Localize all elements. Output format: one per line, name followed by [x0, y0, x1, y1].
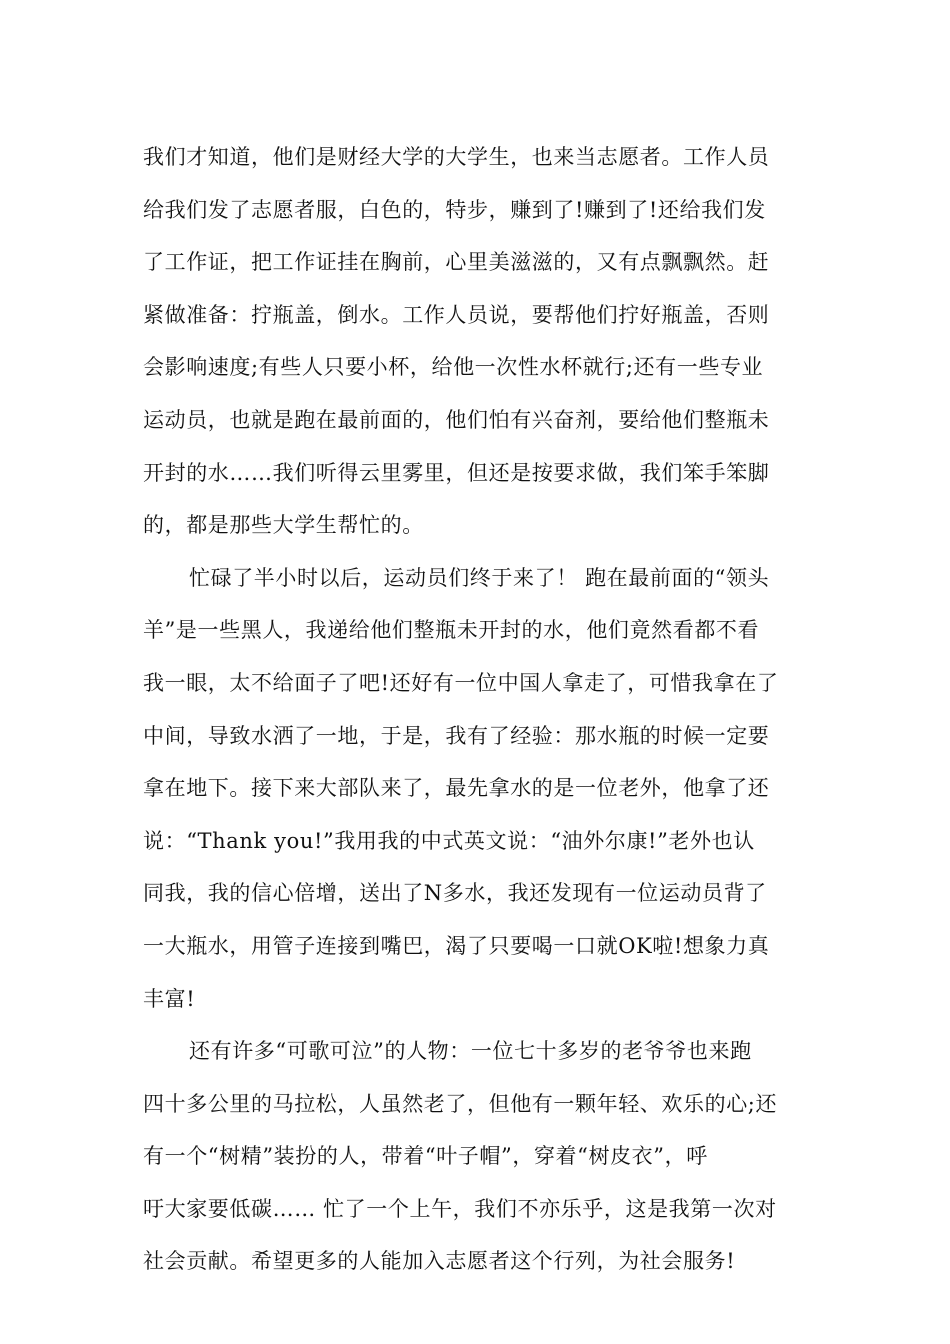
paragraph-1-line-2: 给我们发了志愿者服，白色的，特步，赚到了!赚到了!还给我们发 — [143, 197, 766, 222]
paragraph-3-line-4: 吁大家要低碳…… 忙了一个上午，我们不亦乐乎，这是我第一次对 — [143, 1196, 777, 1221]
document-body — [143, 131, 813, 1288]
paragraph-2-line-4: 中间，导致水洒了一地，于是，我有了经验：那水瓶的时候一定要 — [143, 723, 770, 748]
paragraph-2-line-7: 同我，我的信心倍增，送出了N多水，我还发现有一位运动员背了 — [143, 881, 767, 906]
paragraph-1-line-1: 我们才知道，他们是财经大学的大学生，也来当志愿者。工作人员 — [143, 145, 770, 169]
paragraph-2-line-8: 一大瓶水，用管子连接到嘴巴，渴了只要喝一口就OK啦!想象力真 — [143, 933, 770, 958]
paragraph-1-line-3: 了工作证，把工作证挂在胸前，心里美滋滋的，又有点飘飘然。赶 — [143, 250, 770, 275]
paragraph-1-line-4: 紧做准备：拧瓶盖，倒水。工作人员说，要帮他们拧好瓶盖，否则 — [143, 302, 770, 327]
paragraph-2-line-5: 拿在地下。接下来大部队来了，最先拿水的是一位老外，他拿了还 — [143, 776, 770, 801]
paragraph-1-line-6: 运动员，也就是跑在最前面的，他们怕有兴奋剂，要给他们整瓶未 — [143, 407, 770, 432]
paragraph-3-line-3: 有一个“树精”装扮的人，带着“叶子帽”，穿着“树皮衣”，呼 — [143, 1144, 708, 1169]
paragraph-1-line-5: 会影响速度;有些人只要小杯，给他一次性水杯就行;还有一些专业 — [143, 355, 764, 380]
paragraph-2-line-3: 我一眼，太不给面子了吧!还好有一位中国人拿走了，可惜我拿在了 — [143, 670, 779, 695]
paragraph-2-line-9: 丰富! — [143, 986, 196, 1011]
paragraph-1-line-8: 的，都是那些大学生帮忙的。 — [143, 513, 424, 538]
paragraph-2-line-6: 说：“Thank you!”我用我的中式英文说：“油外尔康!”老外也认 — [143, 828, 755, 853]
paragraph-3-line-2: 四十多公里的马拉松，人虽然老了，但他有一颗年轻、欢乐的心;还 — [143, 1091, 778, 1116]
paragraph-1-line-7: 开封的水……我们听得云里雾里，但还是按要求做，我们笨手笨脚 — [143, 460, 770, 485]
paragraph-3-line-5: 社会贡献。希望更多的人能加入志愿者这个行列，为社会服务! — [143, 1249, 736, 1274]
paragraph-2-line-1: 忙碌了半小时以后，运动员们终于来了！ 跑在最前面的“领头 — [189, 565, 770, 590]
paragraph-2-line-2: 羊”是一些黑人，我递给他们整瓶未开封的水，他们竟然看都不看 — [143, 618, 760, 643]
paragraph-3-line-1: 还有许多“可歌可泣”的人物：一位七十多岁的老爷爷也来跑 — [189, 1039, 752, 1064]
